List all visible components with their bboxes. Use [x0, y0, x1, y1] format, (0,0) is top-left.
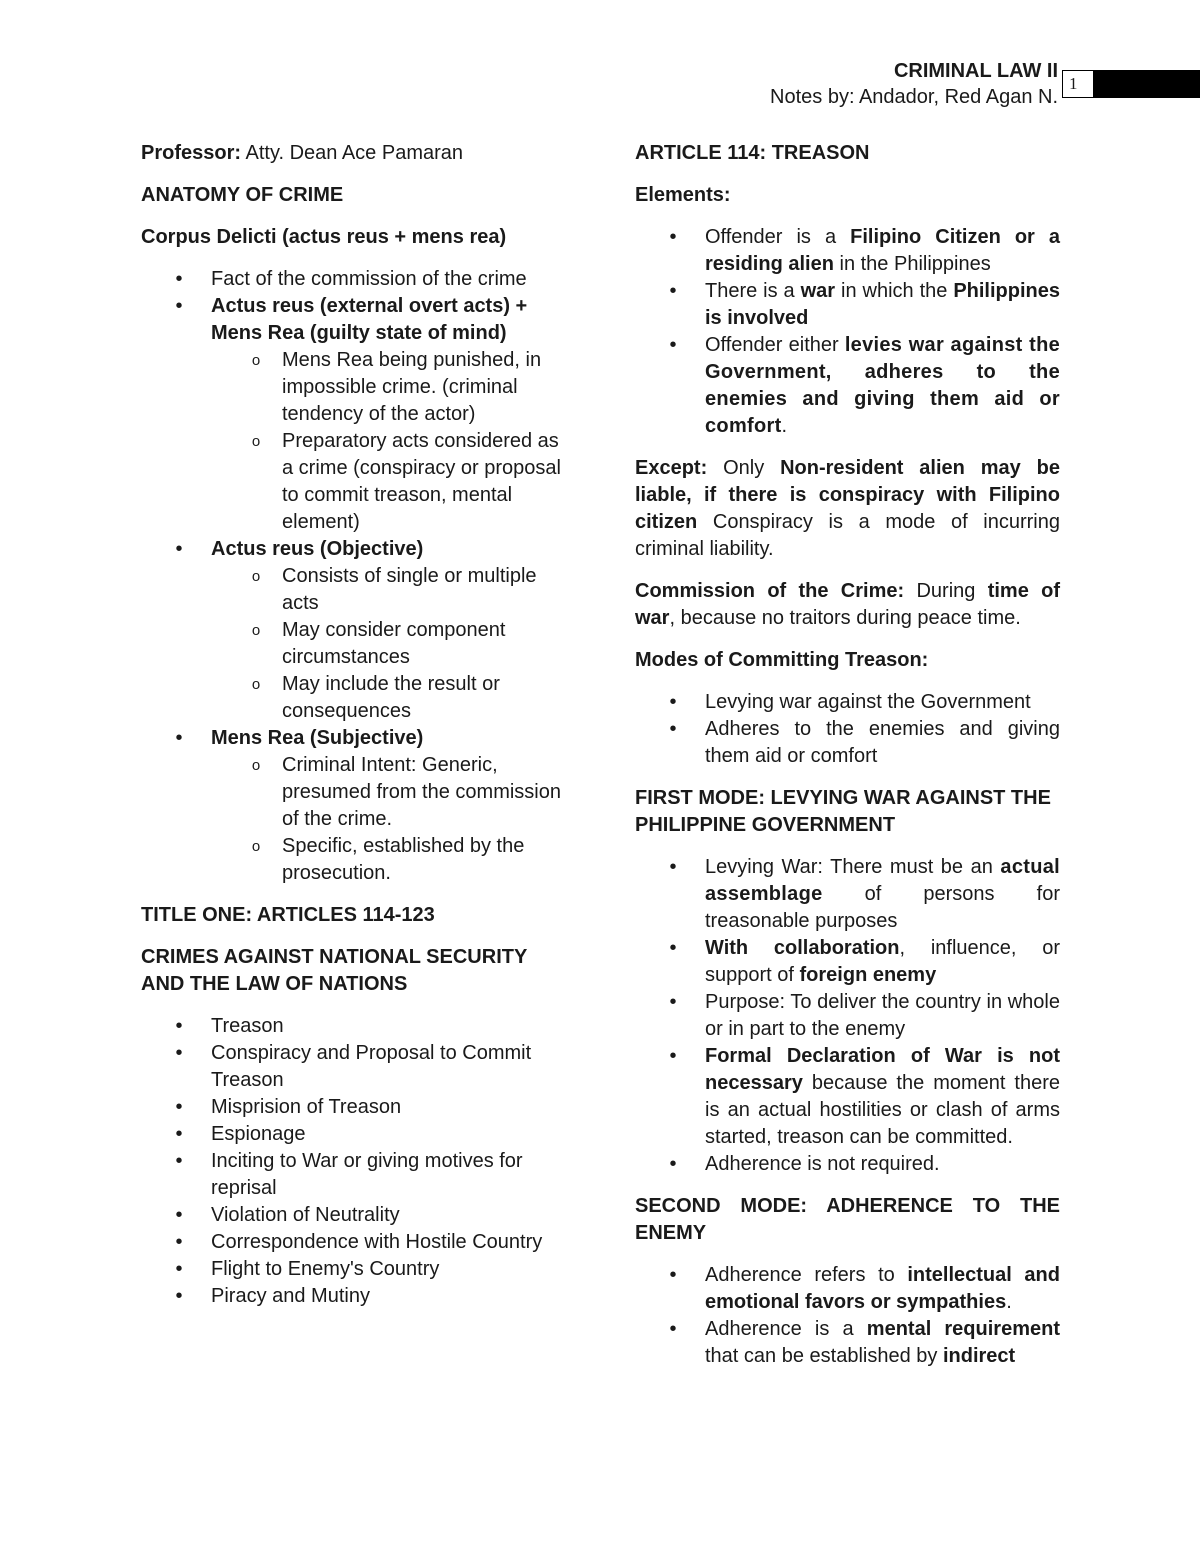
bullet-icon: • [669, 334, 677, 356]
list-item: • Actus reus (Objective) o Consists of single or multiple acts o May consider component circumstances o May include the result or consequences [141, 536, 566, 725]
bullet-icon: • [175, 1042, 183, 1064]
except-paragraph: Except: Only Non-resident alien may be liable, if there is conspiracy with Filipino citizen Conspiracy is a mode of incurring criminal liability. [635, 457, 1060, 560]
commission-paragraph: Commission of the Crime: During time of war, because no traitors during peace time. [635, 580, 1061, 629]
page-number: 1 [1069, 74, 1078, 93]
article-heading: ARTICLE 114: TREASON [635, 142, 870, 164]
bullet-icon: • [175, 1285, 183, 1307]
page-header [770, 58, 1058, 110]
bullet-icon: • [175, 1204, 183, 1226]
list-item: • Flight to Enemy's Country [141, 1256, 566, 1283]
circle-bullet-icon: o [251, 568, 261, 585]
corpus-heading: Corpus Delicti (actus reus + mens rea) [141, 226, 507, 248]
bullet-icon: • [175, 1123, 183, 1145]
second-mode-list [635, 1262, 1060, 1370]
circle-bullet-icon: o [251, 622, 261, 639]
bullet-icon: • [175, 1015, 183, 1037]
bullet-icon: • [175, 268, 183, 290]
list-item: • Misprision of Treason [141, 1094, 566, 1121]
sub-list-item: o May consider component circumstances [141, 617, 566, 671]
sub-list [211, 752, 566, 887]
list-item: • With collaboration, influence, or support of foreign enemy [635, 935, 1060, 989]
list-item: • Espionage [141, 1121, 566, 1148]
first-mode-list [635, 854, 1060, 1178]
crimes-heading: CRIMES AGAINST NATIONAL SECURITY AND THE LAW OF NATIONS [141, 946, 527, 995]
bullet-icon: • [669, 1264, 677, 1286]
list-item: • Adherence is a mental requirement that can be established by indirect [635, 1316, 1060, 1370]
sub-list-item: o Specific, established by the prosecution. [141, 833, 566, 887]
bullet-icon: • [669, 991, 677, 1013]
list-item: • Offender either levies war against the Government, adheres to the enemies and giving them aid or comfort. [635, 332, 1060, 440]
crimes-list [141, 1013, 566, 1310]
list-item: • Fact of the commission of the crime [141, 266, 566, 293]
sub-list-item: o May include the result or consequences [141, 671, 566, 725]
list-item: • Levying war against the Government [635, 689, 1060, 716]
bullet-icon: • [175, 727, 183, 749]
modes-heading: Modes of Committing Treason: [635, 649, 929, 671]
circle-bullet-icon: o [251, 757, 261, 774]
right-column [635, 140, 1060, 1385]
first-mode-heading: FIRST MODE: LEVYING WAR AGAINST THE PHILIPPINE GOVERNMENT [635, 787, 1051, 836]
bullet-icon: • [669, 1318, 677, 1340]
bullet-icon: • [669, 691, 677, 713]
list-item: • Adherence is not required. [635, 1151, 1060, 1178]
professor-line [141, 140, 566, 167]
circle-bullet-icon: o [251, 676, 261, 693]
sub-list [211, 347, 566, 536]
bullet-icon: • [175, 1258, 183, 1280]
elements-heading: Elements: [635, 184, 731, 206]
professor-name: Atty. Dean Ace Pamaran [245, 142, 464, 164]
bullet-icon: • [175, 1096, 183, 1118]
list-item: • Adheres to the enemies and giving them aid or comfort [635, 716, 1060, 770]
bullet-icon: • [669, 856, 677, 878]
bullet-icon: • [175, 295, 183, 317]
anatomy-heading: ANATOMY OF CRIME [141, 184, 344, 206]
second-mode-heading: SECOND MODE: ADHERENCE TO THE ENEMY [635, 1195, 1060, 1244]
sub-list-item: o Consists of single or multiple acts [141, 563, 566, 617]
list-item: • Treason [141, 1013, 566, 1040]
list-item: • There is a war in which the Philippines is involved [635, 278, 1060, 332]
title-one-heading: TITLE ONE: ARTICLES 114-123 [141, 904, 435, 926]
document-author: Notes by: Andador, Red Agan N. [770, 86, 1058, 108]
sub-list-item: o Mens Rea being punished, in impossible crime. (criminal tendency of the actor) [141, 347, 566, 428]
bullet-icon: • [175, 1231, 183, 1253]
sub-list-item: o Preparatory acts considered as a crime (conspiracy or proposal to commit treason, mental element) [141, 428, 566, 536]
header-bar [1093, 71, 1200, 97]
bullet-icon: • [669, 937, 677, 959]
anatomy-list [141, 266, 566, 887]
list-item: • Inciting to War or giving motives for reprisal [141, 1148, 566, 1202]
list-item: • Adherence refers to intellectual and emotional favors or sympathies. [635, 1262, 1060, 1316]
list-item: • Conspiracy and Proposal to Commit Treason [141, 1040, 566, 1094]
bullet-icon: • [175, 538, 183, 560]
modes-list [635, 689, 1060, 770]
bullet-icon: • [669, 1153, 677, 1175]
bullet-icon: • [669, 718, 677, 740]
professor-label: Professor: [141, 142, 242, 164]
bullet-icon: • [669, 226, 677, 248]
bullet-icon: • [669, 1045, 677, 1067]
bullet-icon: • [669, 280, 677, 302]
page-number-tab [1062, 70, 1200, 98]
list-item: • Formal Declaration of War is not necessary because the moment there is an actual hostilities or clash of arms started, treason can be committed. [635, 1043, 1060, 1151]
list-item: • Purpose: To deliver the country in whole or in part to the enemy [635, 989, 1060, 1043]
list-item: • Mens Rea (Subjective) o Criminal Intent: Generic, presumed from the commission of the crime. o Specific, established by the prosecution. [141, 725, 566, 887]
list-item: • Actus reus (external overt acts) + Mens Rea (guilty state of mind) o Mens Rea being punished, in impossible crime. (criminal tendency of the actor) o Preparatory acts considered as a crime (conspiracy or proposal to commit treason, mental element) [141, 293, 566, 536]
elements-list [635, 224, 1060, 440]
list-item: • Violation of Neutrality [141, 1202, 566, 1229]
circle-bullet-icon: o [251, 838, 261, 855]
sub-list-item: o Criminal Intent: Generic, presumed from the commission of the crime. [141, 752, 566, 833]
list-item: • Levying War: There must be an actual assemblage of persons for treasonable purposes [635, 854, 1060, 935]
sub-list [211, 563, 566, 725]
list-item: • Correspondence with Hostile Country [141, 1229, 566, 1256]
circle-bullet-icon: o [251, 352, 261, 369]
left-column [141, 140, 566, 1325]
list-item: • Offender is a Filipino Citizen or a residing alien in the Philippines [635, 224, 1060, 278]
bullet-icon: • [175, 1150, 183, 1172]
circle-bullet-icon: o [251, 433, 261, 450]
document-title: CRIMINAL LAW II [893, 60, 1058, 82]
list-item: • Piracy and Mutiny [141, 1283, 566, 1310]
